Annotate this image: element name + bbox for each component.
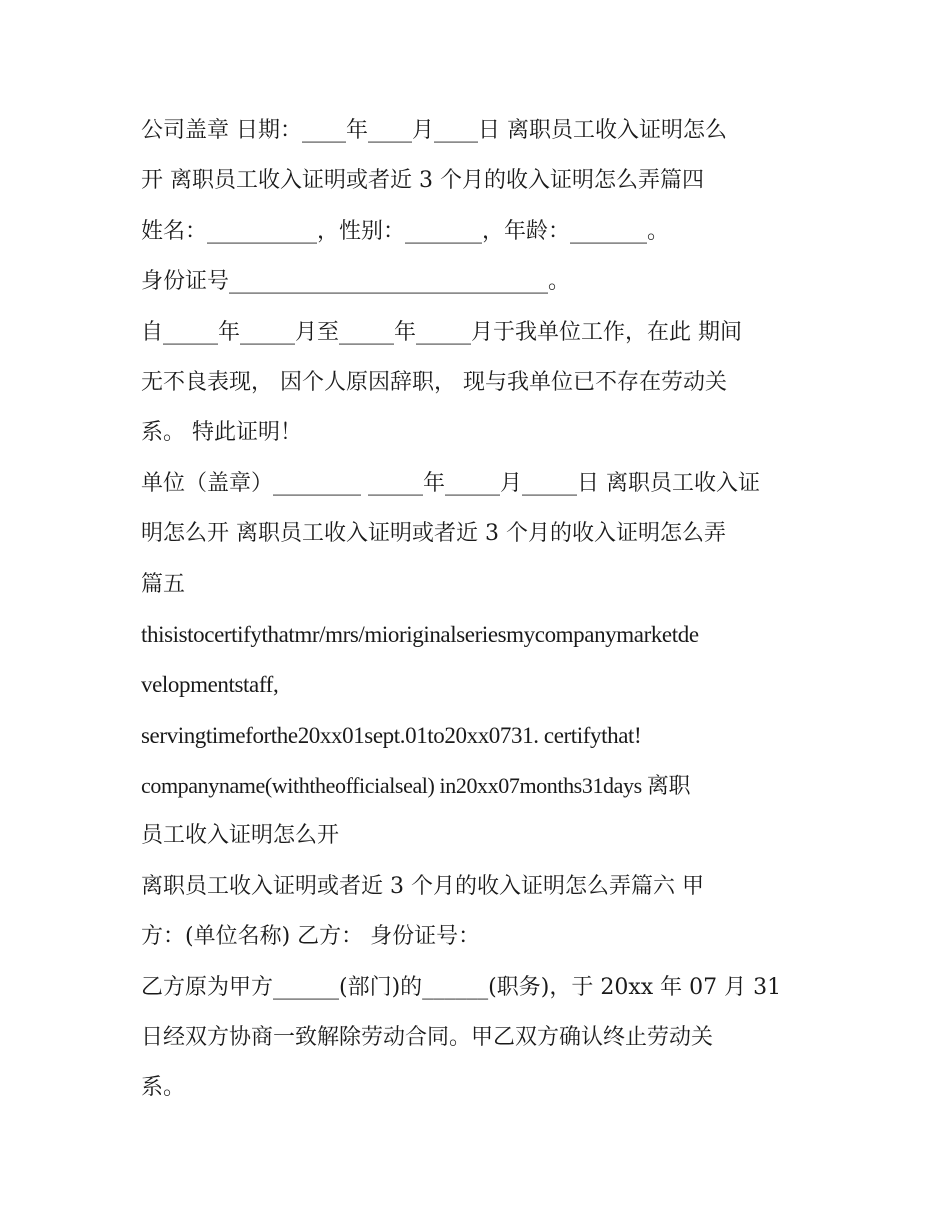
text-line-english-1: thisistocertifythatmr/mrs/mioriginalseriesmycompanymarketde — [141, 621, 699, 647]
text-line-certify: 系。 特此证明！ — [141, 420, 302, 446]
text-line-heading-part6: 离职员工收入证明或者近 3 个月的收入证明怎么弄篇六 甲 — [141, 873, 704, 899]
text-line-part5-label: 篇五 — [141, 571, 186, 597]
text-line-heading-cont: 员工收入证明怎么开 — [141, 823, 340, 849]
text-line-contract-end: 系。 — [141, 1075, 186, 1101]
text-line-english-2: velopmentstaff, — [141, 672, 279, 698]
text-line-party-info: 方：(单位名称) 乙方： 身份证号： — [141, 924, 481, 950]
text-line-id-number: 身份证号_____________________________。 — [141, 269, 571, 295]
text-line-conduct: 无不良表现， 因个人原因辞职， 现与我单位已不存在劳动关 — [141, 369, 727, 395]
text-line-english-3: servingtimeforthe20xx01sept.01to20xx0731. certifythat! — [141, 722, 642, 748]
text-line-employment-period: 自_____年_____月至_____年_____月于我单位工作，在此 期间 — [141, 319, 742, 345]
text-line-name-gender-age: 姓名：__________，性别：_______，年龄：_______。 — [141, 218, 670, 244]
text-line-contract-terminate: 日经双方协商一致解除劳动合同。甲乙双方确认终止劳动关 — [141, 1025, 714, 1051]
text-line-seal-date: 公司盖章 日期：____年____月____日 离职员工收入证明怎么 — [141, 118, 727, 143]
text-line-english-4: companyname(withtheofficialseal) in20xx07months31days 离职 — [141, 773, 691, 799]
text-line-unit-seal: 单位（盖章）________ _____年_____月_____日 离职员工收入证 — [141, 470, 760, 496]
text-line-contract-dept: 乙方原为甲方______(部门)的______(职务)，于 20xx 年 07 月 31 — [141, 974, 782, 1000]
text-line-heading-part5: 明怎么开 离职员工收入证明或者近 3 个月的收入证明怎么弄 — [141, 521, 726, 547]
text-line-heading-part4: 开 离职员工收入证明或者近 3 个月的收入证明怎么弄篇四 — [141, 168, 704, 194]
document-body — [141, 106, 813, 1114]
